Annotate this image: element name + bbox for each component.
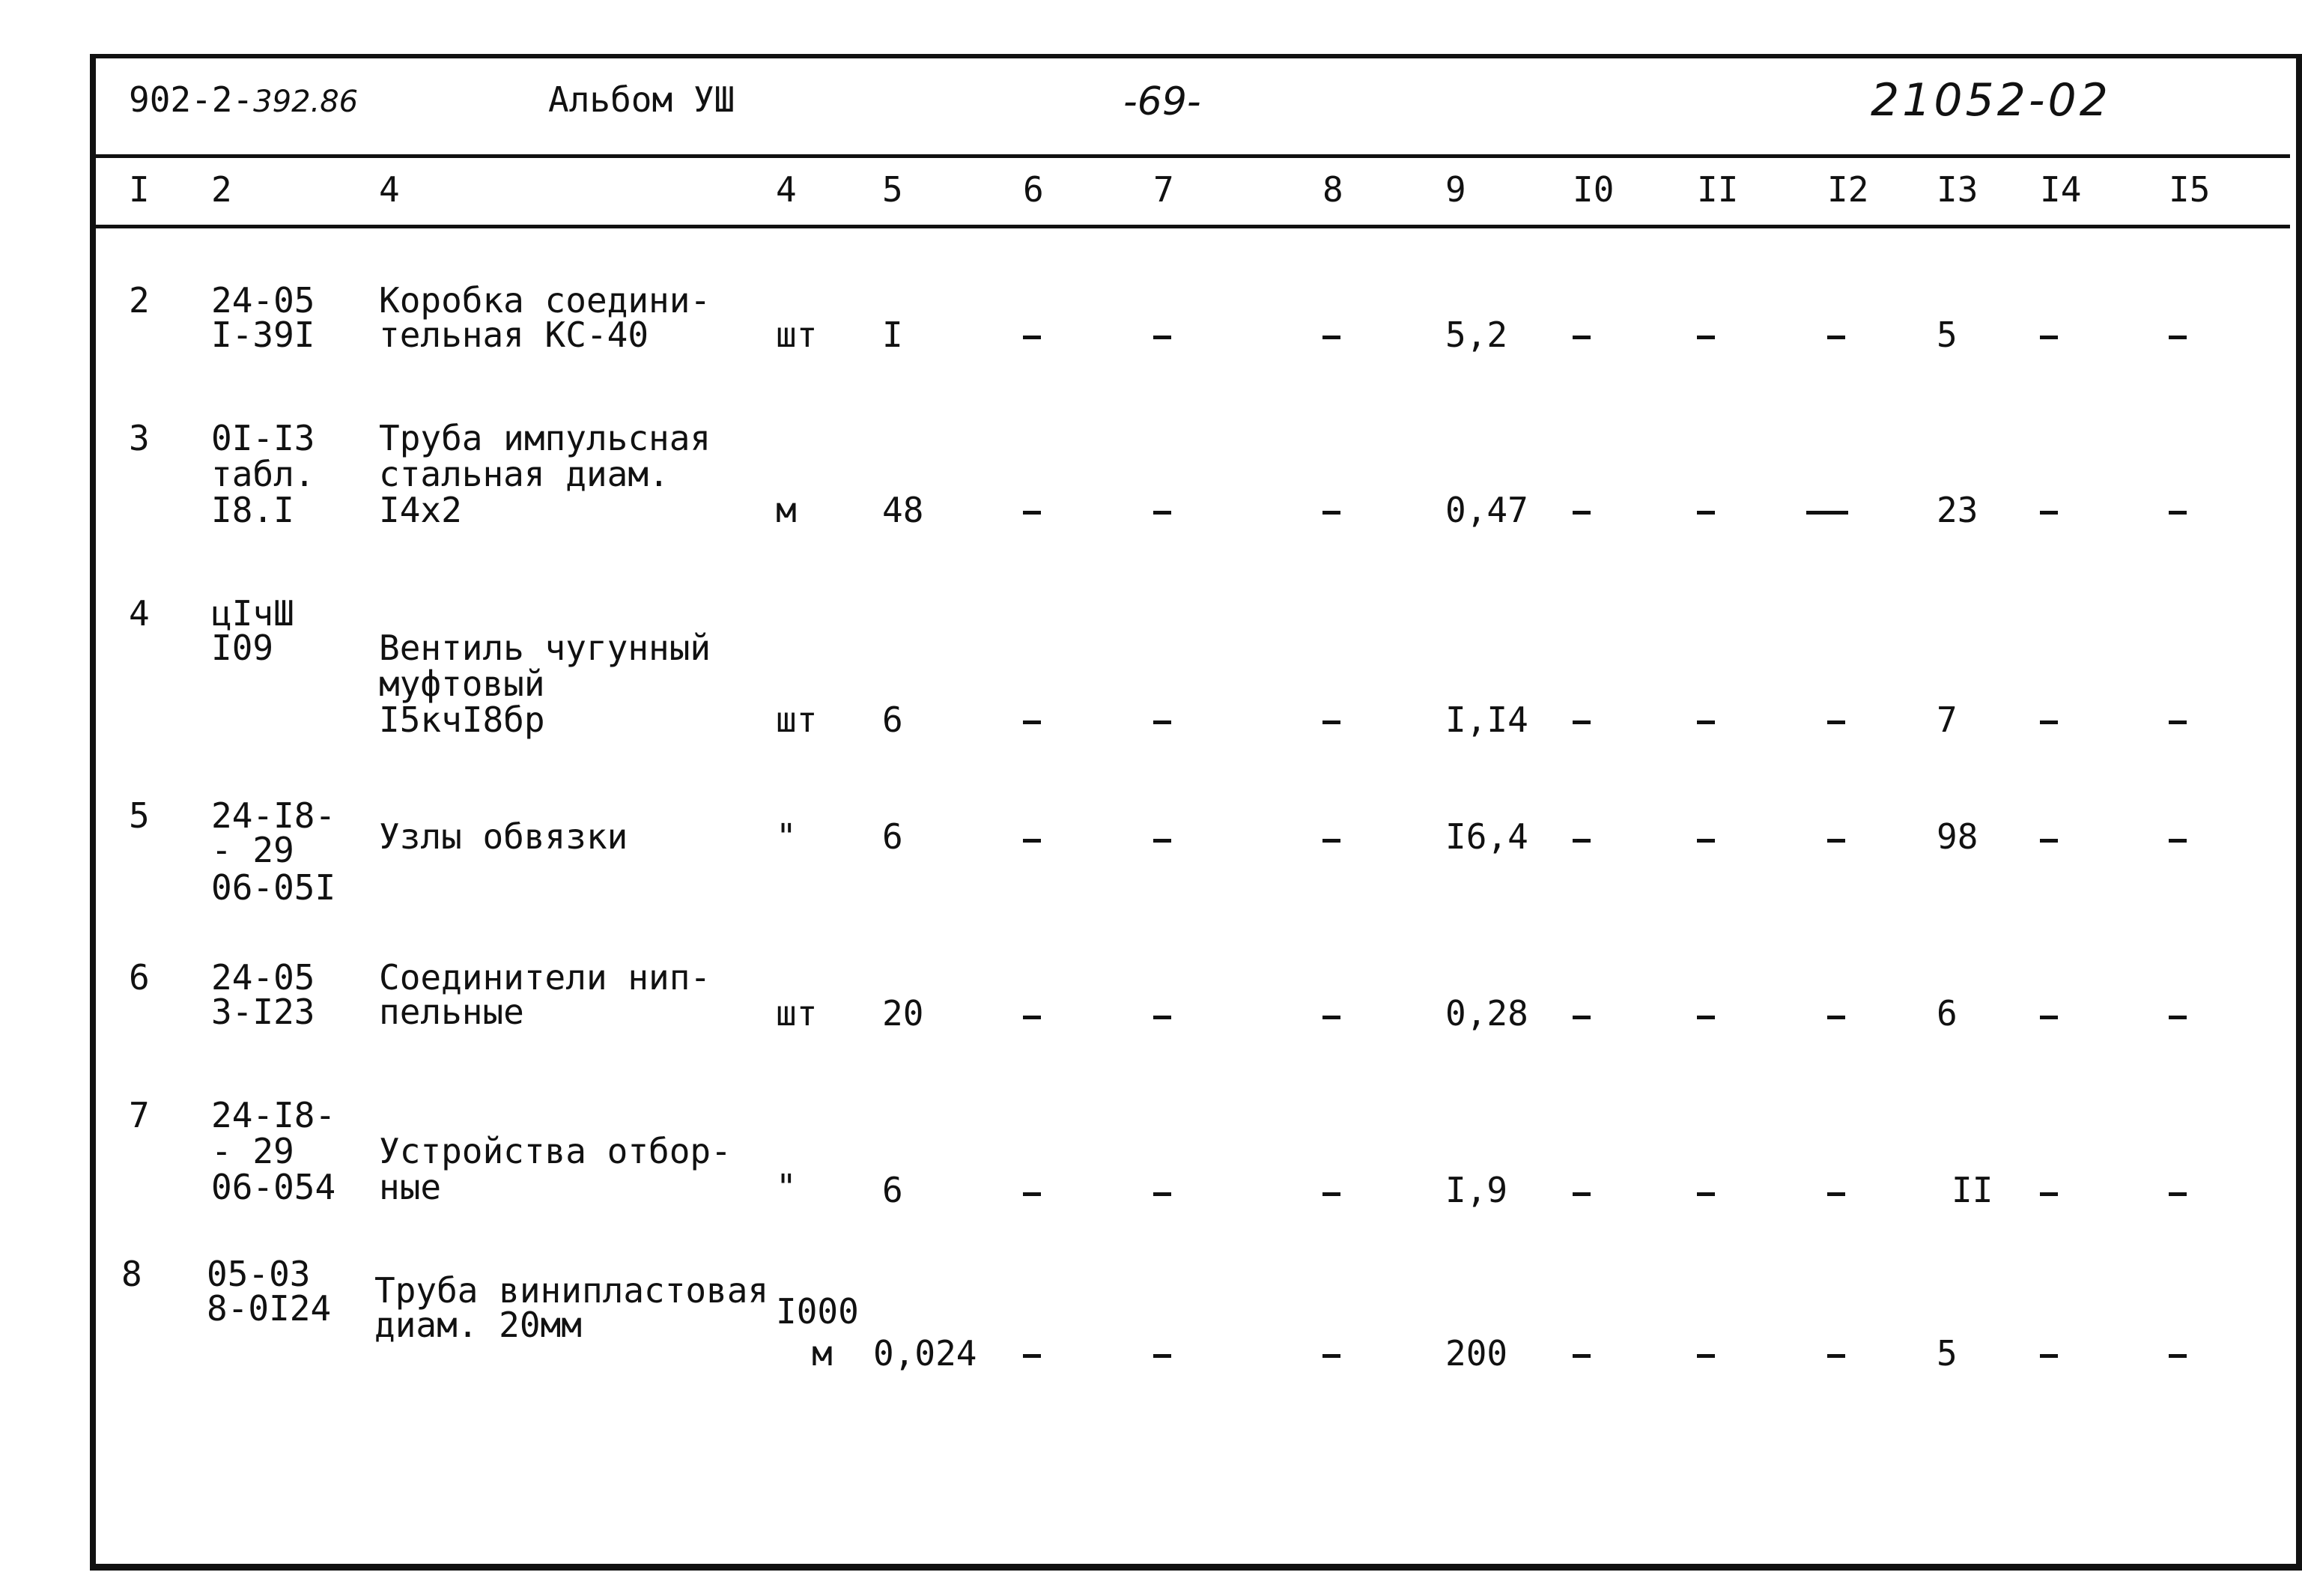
col-header-13: I3 [1937, 169, 1978, 210]
row-quantity: 6 [882, 1170, 903, 1210]
dash-mark [1322, 1016, 1340, 1019]
row-name-line: Соединители нип- [379, 957, 711, 998]
row-col13-value: 23 [1937, 490, 1978, 530]
row-col9-value: 0,47 [1445, 490, 1528, 530]
col-header-15: I5 [2169, 169, 2211, 210]
dash-mark [1023, 1354, 1041, 1358]
dash-mark [1697, 839, 1715, 843]
row-number: 5 [129, 795, 150, 836]
row-col13-value: II [1952, 1170, 1993, 1210]
row-col9-value: I,I4 [1445, 700, 1528, 740]
dash-mark [1573, 336, 1591, 339]
dash-mark [1322, 720, 1340, 724]
document-number: 21052-02 [1871, 74, 2111, 127]
row-quantity: 20 [882, 993, 924, 1034]
dash-mark [1573, 839, 1591, 843]
dash-mark [1827, 839, 1845, 843]
dash-mark [1023, 839, 1041, 843]
dash-mark [2040, 336, 2058, 339]
dash-mark [1697, 336, 1715, 339]
document-code [129, 79, 359, 120]
col-header-14: I4 [2040, 169, 2082, 210]
row-col9-value: 5,2 [1445, 315, 1508, 355]
row-code-line: 0I-I3 [211, 418, 315, 458]
row-name-line: муфтовый [379, 664, 545, 704]
dash-mark [2040, 1016, 2058, 1019]
col-header-8: 8 [1322, 169, 1343, 210]
row-unit: " [776, 816, 797, 857]
col-header-4: 4 [776, 169, 797, 210]
dash-mark [1827, 1354, 1845, 1358]
column-header-rule [96, 225, 2290, 228]
col-header-5: 5 [882, 169, 903, 210]
row-code-line: цIчШ [211, 593, 294, 634]
dash-mark [1023, 1016, 1041, 1019]
row-col9-value: 0,28 [1445, 993, 1528, 1034]
dash-mark [1697, 720, 1715, 724]
col-header-7: 7 [1153, 169, 1174, 210]
document-code-typed: 902-2- [129, 79, 254, 120]
row-unit: шт [776, 700, 818, 740]
dash-mark [2040, 1192, 2058, 1196]
dash-mark [2169, 1192, 2187, 1196]
dash-mark [1153, 511, 1171, 515]
document-code-handwritten: 392.86 [253, 85, 359, 119]
row-number: 8 [121, 1254, 142, 1294]
row-col9-value: I6,4 [1445, 816, 1528, 857]
row-name-line: I4x2 [379, 490, 462, 530]
dash-mark [1153, 1192, 1171, 1196]
dash-mark [2040, 839, 2058, 843]
row-col9-value: I,9 [1445, 1170, 1508, 1210]
dash-mark [1023, 720, 1041, 724]
row-code-line: - 29 [211, 1131, 294, 1171]
row-code-line: 05-03 [207, 1254, 311, 1294]
dash-mark [1697, 1016, 1715, 1019]
row-name-line: Труба винипластовая [374, 1270, 769, 1311]
row-name-line: диам. 20мм [374, 1305, 582, 1345]
row-col13-value: 5 [1937, 315, 1958, 355]
dash-mark [1023, 1192, 1041, 1196]
row-number: 6 [129, 957, 150, 998]
dash-mark [1573, 1016, 1591, 1019]
row-name-line: Труба импульсная [379, 418, 711, 458]
row-quantity: 48 [882, 490, 924, 530]
row-code-line: 06-05I [211, 867, 336, 908]
double-dash-mark [1806, 511, 1848, 515]
dash-mark [1023, 511, 1041, 515]
dash-mark [1322, 1192, 1340, 1196]
album-label: Альбом УШ [548, 79, 735, 120]
dash-mark [2040, 1354, 2058, 1358]
col-header-3: 4 [379, 169, 400, 210]
dash-mark [1827, 336, 1845, 339]
row-number: 3 [129, 418, 150, 458]
col-header-1: I [129, 169, 150, 210]
row-name-line: Устройства отбор- [379, 1131, 732, 1171]
dash-mark [1827, 1192, 1845, 1196]
dash-mark [1573, 1192, 1591, 1196]
row-code-line: I09 [211, 628, 274, 668]
dash-mark [1697, 511, 1715, 515]
dash-mark [1153, 1354, 1171, 1358]
row-name-line: пельные [379, 992, 524, 1032]
dash-mark [2169, 336, 2187, 339]
row-col13-value: 98 [1937, 816, 1978, 857]
row-code-line: 06-054 [211, 1167, 336, 1207]
row-quantity: I [882, 315, 903, 355]
row-name-line: тельная КС-40 [379, 315, 649, 355]
row-col13-value: 6 [1937, 993, 1958, 1034]
dash-mark [1697, 1354, 1715, 1358]
row-quantity: 0,024 [873, 1333, 977, 1374]
row-col13-value: 5 [1937, 1333, 1958, 1374]
row-code-line: I-39I [211, 315, 315, 355]
dash-mark [1573, 720, 1591, 724]
dash-mark [1573, 511, 1591, 515]
row-number: 4 [129, 593, 150, 634]
row-name-line: ные [379, 1167, 442, 1207]
row-col9-value: 200 [1445, 1333, 1508, 1374]
dash-mark [2040, 720, 2058, 724]
col-header-2: 2 [211, 169, 232, 210]
row-code-line: 24-05 [211, 957, 315, 998]
row-number: 7 [129, 1095, 150, 1135]
col-header-6: 6 [1023, 169, 1044, 210]
dash-mark [1023, 336, 1041, 339]
row-quantity: 6 [882, 816, 903, 857]
dash-mark [2169, 1016, 2187, 1019]
dash-mark [2169, 1354, 2187, 1358]
row-code-line: 3-I23 [211, 992, 315, 1032]
row-unit: м [812, 1333, 833, 1374]
row-code-line: 8-0I24 [207, 1288, 332, 1329]
row-name-line: Вентиль чугунный [379, 628, 711, 668]
dash-mark [1697, 1192, 1715, 1196]
row-unit: шт [776, 993, 818, 1034]
row-unit: м [776, 490, 797, 530]
dash-mark [2169, 720, 2187, 724]
dash-mark [1827, 720, 1845, 724]
row-name-line: Узлы обвязки [379, 816, 628, 857]
dash-mark [2040, 511, 2058, 515]
page-number: -69- [1123, 79, 1201, 124]
row-number: 2 [129, 280, 150, 321]
dash-mark [1322, 1354, 1340, 1358]
col-header-10: I0 [1573, 169, 1615, 210]
row-unit: " [776, 1167, 797, 1207]
row-code-line: 24-I8- [211, 795, 336, 836]
col-header-12: I2 [1827, 169, 1869, 210]
dash-mark [1322, 511, 1340, 515]
dash-mark [1153, 1016, 1171, 1019]
header-rule [96, 154, 2290, 158]
dash-mark [1573, 1354, 1591, 1358]
row-code-line: 24-I8- [211, 1095, 336, 1135]
dash-mark [1153, 839, 1171, 843]
dash-mark [1153, 720, 1171, 724]
col-header-11: II [1697, 169, 1739, 210]
dash-mark [2169, 511, 2187, 515]
dash-mark [1322, 336, 1340, 339]
row-name-line: I5кчI8бр [379, 700, 545, 740]
row-name-line: стальная диам. [379, 454, 669, 494]
dash-mark [1322, 839, 1340, 843]
row-name-line: Коробка соедини- [379, 280, 711, 321]
dash-mark [1827, 1016, 1845, 1019]
row-code-line: I8.I [211, 490, 294, 530]
row-col13-value: 7 [1937, 700, 1958, 740]
row-code-line: - 29 [211, 830, 294, 870]
dash-mark [2169, 839, 2187, 843]
col-header-9: 9 [1445, 169, 1466, 210]
row-code-line: 24-05 [211, 280, 315, 321]
row-unit: шт [776, 315, 818, 355]
dash-mark [1153, 336, 1171, 339]
row-quantity: 6 [882, 700, 903, 740]
row-code-line: табл. [211, 454, 315, 494]
row-unit-quantity: I000 [776, 1291, 859, 1332]
